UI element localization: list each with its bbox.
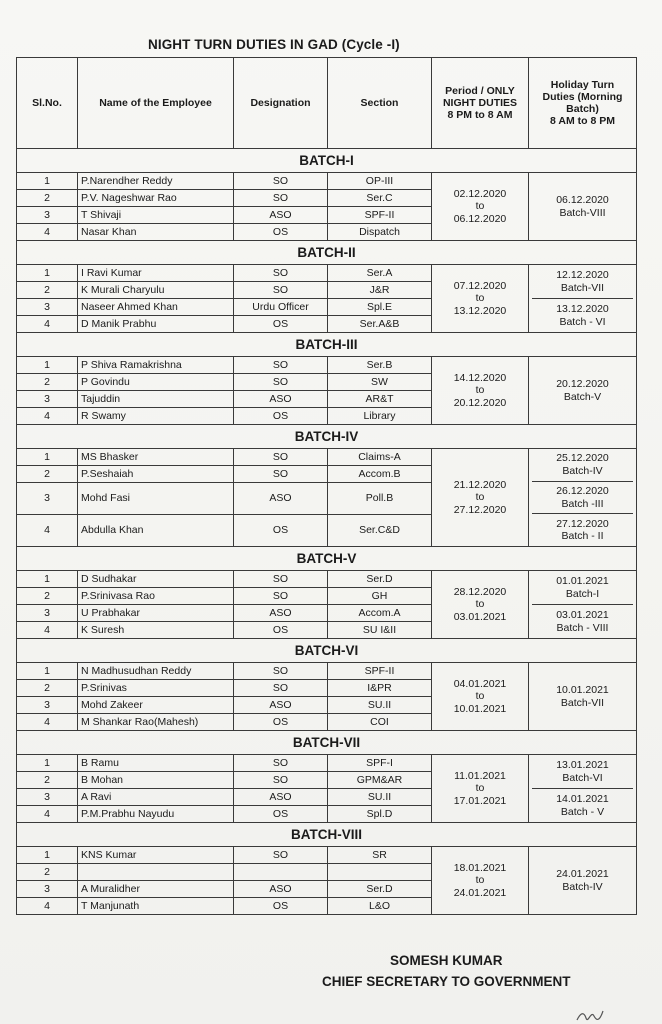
row-slno: 3 [17,483,78,515]
period-line: 03.01.2021 [453,610,507,623]
row-employee-name: Mohd Fasi [78,483,234,515]
row-section: Ser.C [328,190,432,207]
row-section: COI [328,714,432,731]
row-section: AR&T [328,391,432,408]
row-slno: 3 [17,391,78,408]
signature-mark [575,1008,605,1022]
row-designation: OS [234,224,328,241]
period-line: to [475,598,485,611]
row-slno: 3 [17,789,78,806]
holiday-line: Batch-IV [562,880,603,893]
row-section: Ser.D [328,881,432,898]
period-line: 28.12.2020 [453,586,507,599]
row-section: SW [328,374,432,391]
period-line: 24.01.2021 [453,886,507,899]
row-designation: SO [234,374,328,391]
row-designation: OS [234,898,328,915]
holiday-line: 13.01.2021 [556,758,609,771]
batch-period [432,755,529,823]
row-slno: 4 [17,408,78,425]
row-section: SU I&II [328,622,432,639]
holiday-line: 06.12.2020 [556,194,609,207]
row-slno: 4 [17,224,78,241]
row-designation [234,864,328,881]
row-section: SPF-II [328,663,432,680]
row-designation: ASO [234,605,328,622]
row-section: Poll.B [328,483,432,515]
row-employee-name: P.M.Prabhu Nayudu [78,806,234,823]
row-designation: OS [234,316,328,333]
batch-header-row [17,333,637,357]
row-designation: ASO [234,789,328,806]
row-slno: 2 [17,588,78,605]
period-line: 10.01.2021 [453,702,507,715]
row-designation: SO [234,190,328,207]
row-employee-name: Abdulla Khan [78,515,234,547]
batch-holiday-duty [529,357,637,425]
row-employee-name: D Sudhakar [78,571,234,588]
batch-period [432,663,529,731]
holiday-line: Batch-V [563,390,602,403]
holiday-split-box [532,571,633,638]
row-employee-name: MS Bhasker [78,449,234,466]
batch-title: BATCH-V [17,547,637,571]
row-designation: SO [234,282,328,299]
holiday-entry [532,755,633,789]
row-designation: SO [234,663,328,680]
holiday-line: Batch -III [561,497,604,510]
batch-period [432,847,529,915]
signatory-name: SOMESH KUMAR [390,953,503,968]
row-designation: SO [234,265,328,282]
row-designation: SO [234,680,328,697]
row-section: Ser.B [328,357,432,374]
row-section: OP-III [328,173,432,190]
holiday-line: Batch - II [561,530,604,543]
row-designation: ASO [234,483,328,515]
batch-title: BATCH-I [17,149,637,173]
row-slno: 1 [17,847,78,864]
batch-header-row [17,547,637,571]
row-employee-name: Naseer Ahmed Khan [78,299,234,316]
row-slno: 2 [17,864,78,881]
batch-period [432,449,529,547]
row-designation: SO [234,588,328,605]
row-slno: 2 [17,680,78,697]
row-section: Claims-A [328,449,432,466]
row-employee-name: P.Srinivas [78,680,234,697]
row-slno: 3 [17,605,78,622]
holiday-line: Batch-VI [562,771,603,784]
row-slno: 1 [17,173,78,190]
row-section: Dispatch [328,224,432,241]
holiday-line: 13.12.2020 [556,302,609,315]
row-designation: OS [234,515,328,547]
signatory-designation: CHIEF SECRETARY TO GOVERNMENT [322,974,571,989]
batch-header-row [17,639,637,663]
row-slno: 1 [17,357,78,374]
row-designation: SO [234,755,328,772]
holiday-entry [532,571,633,605]
row-employee-name: T Shivaji [78,207,234,224]
row-employee-name [78,864,234,881]
holiday-line: Batch-VII [560,281,605,294]
holiday-split-box [532,755,633,822]
row-slno: 1 [17,663,78,680]
row-section: Library [328,408,432,425]
header-period-line: Period / ONLY [445,84,515,97]
batch-header-row [17,241,637,265]
period-line: 14.12.2020 [453,372,507,385]
row-slno: 1 [17,755,78,772]
row-slno: 1 [17,449,78,466]
row-employee-name: P Govindu [78,374,234,391]
row-designation: ASO [234,881,328,898]
batch-holiday-duty [529,265,637,333]
row-designation: SO [234,357,328,374]
batch-period [432,357,529,425]
holiday-entry [532,265,633,299]
row-designation: OS [234,622,328,639]
row-slno: 2 [17,466,78,483]
row-section: SU.II [328,697,432,714]
holiday-line: Batch-VII [560,696,605,709]
batch-holiday-duty [529,571,637,639]
row-section: Accom.B [328,466,432,483]
period-line: 27.12.2020 [453,503,507,516]
row-slno: 4 [17,515,78,547]
row-employee-name: P.Srinivasa Rao [78,588,234,605]
row-employee-name: A Ravi [78,789,234,806]
row-section: Spl.E [328,299,432,316]
row-slno: 3 [17,697,78,714]
period-line: 13.12.2020 [453,304,507,317]
holiday-line: 14.01.2021 [556,792,609,805]
holiday-line: 25.12.2020 [556,452,609,465]
document-title: NIGHT TURN DUTIES IN GAD (Cycle -I) [148,37,400,52]
holiday-entry [532,482,633,515]
row-section: GH [328,588,432,605]
row-section: GPM&AR [328,772,432,789]
duty-table-body [17,149,637,915]
period-line: to [475,690,485,703]
holiday-entry [532,514,633,546]
row-designation: OS [234,714,328,731]
row-employee-name: K Suresh [78,622,234,639]
row-designation: ASO [234,207,328,224]
row-employee-name: P.Seshaiah [78,466,234,483]
period-line: 20.12.2020 [453,396,507,409]
holiday-entry [532,789,633,822]
period-line: 17.01.2021 [453,794,507,807]
batch-header-row [17,731,637,755]
holiday-line: Batch - V [560,805,605,818]
row-slno: 1 [17,265,78,282]
holiday-entry [532,449,633,482]
table-row [17,847,637,864]
period-line: to [475,200,485,213]
row-employee-name: A Muralidher [78,881,234,898]
holiday-line: Batch-IV [562,464,603,477]
holiday-line: 12.12.2020 [556,268,609,281]
row-slno: 3 [17,207,78,224]
batch-title: BATCH-II [17,241,637,265]
row-slno: 4 [17,714,78,731]
period-line: to [475,782,485,795]
table-row [17,755,637,772]
batch-holiday-duty [529,663,637,731]
table-header-row [17,58,637,149]
row-employee-name: K Murali Charyulu [78,282,234,299]
row-designation: SO [234,847,328,864]
row-employee-name: T Manjunath [78,898,234,915]
holiday-entry [532,605,633,638]
batch-header-row [17,823,637,847]
row-employee-name: P Shiva Ramakrishna [78,357,234,374]
holiday-line: 01.01.2021 [556,574,609,587]
holiday-line: Batch-VIII [559,206,606,219]
row-slno: 1 [17,571,78,588]
row-employee-name: M Shankar Rao(Mahesh) [78,714,234,731]
table-row [17,663,637,680]
batch-period [432,265,529,333]
row-designation: Urdu Officer [234,299,328,316]
row-slno: 2 [17,374,78,391]
holiday-entry [532,299,633,332]
row-designation: SO [234,449,328,466]
batch-holiday-duty [529,173,637,241]
period-line: 21.12.2020 [453,479,507,492]
row-slno: 2 [17,282,78,299]
row-designation: SO [234,173,328,190]
batch-header-row [17,149,637,173]
table-row [17,449,637,466]
header-holiday-line: Batch) [566,103,599,115]
batch-title: BATCH-VI [17,639,637,663]
batch-title: BATCH-IV [17,425,637,449]
row-designation: ASO [234,391,328,408]
period-line: 07.12.2020 [453,280,507,293]
table-row [17,357,637,374]
row-designation: ASO [234,697,328,714]
batch-header-row [17,425,637,449]
table-row [17,571,637,588]
row-section [328,864,432,881]
row-section: SU.II [328,789,432,806]
header-name: Name of the Employee [78,58,234,149]
batch-holiday-duty [529,449,637,547]
holiday-line: 27.12.2020 [556,517,609,530]
row-employee-name: KNS Kumar [78,847,234,864]
batch-holiday-duty [529,847,637,915]
header-holiday-line: Holiday Turn [550,78,615,91]
row-employee-name: Nasar Khan [78,224,234,241]
row-designation: SO [234,571,328,588]
row-section: SPF-I [328,755,432,772]
header-period-line: 8 PM to 8 AM [447,109,513,122]
row-employee-name: Tajuddin [78,391,234,408]
batch-title: BATCH-VIII [17,823,637,847]
row-slno: 3 [17,299,78,316]
batch-period [432,571,529,639]
period-line: to [475,874,485,887]
header-holiday-line: Duties (Morning [542,90,623,103]
holiday-line: 20.12.2020 [556,378,609,391]
row-section: Ser.C&D [328,515,432,547]
period-line: 06.12.2020 [453,212,507,225]
row-employee-name: R Swamy [78,408,234,425]
holiday-line: Batch - VIII [556,621,609,634]
row-slno: 4 [17,316,78,333]
period-line: to [475,491,485,504]
period-line: 11.01.2021 [454,770,506,783]
row-employee-name: U Prabhakar [78,605,234,622]
row-employee-name: B Mohan [78,772,234,789]
table-row [17,265,637,282]
row-section: Spl.D [328,806,432,823]
row-section: SR [328,847,432,864]
batch-title: BATCH-III [17,333,637,357]
period-line: 02.12.2020 [453,188,507,201]
row-employee-name: B Ramu [78,755,234,772]
holiday-split-box [532,449,633,546]
row-slno: 4 [17,898,78,915]
header-slno: Sl.No. [17,58,78,149]
period-line: to [475,292,485,305]
row-employee-name: D Manik Prabhu [78,316,234,333]
holiday-line: Batch - VI [559,315,606,328]
holiday-split-box [532,265,633,332]
period-line: 18.01.2021 [453,862,507,875]
row-section: L&O [328,898,432,915]
row-slno: 4 [17,622,78,639]
period-line: to [475,384,485,397]
row-section: Ser.D [328,571,432,588]
row-section: J&R [328,282,432,299]
header-holiday [529,58,637,149]
row-section: Ser.A&B [328,316,432,333]
row-slno: 2 [17,772,78,789]
header-period-line: NIGHT DUTIES [442,96,518,109]
row-section: Ser.A [328,265,432,282]
row-designation: OS [234,806,328,823]
holiday-line: 24.01.2021 [556,868,609,881]
holiday-line: 03.01.2021 [556,608,609,621]
header-section: Section [328,58,432,149]
row-employee-name: P.Narendher Reddy [78,173,234,190]
row-employee-name: P.V. Nageshwar Rao [78,190,234,207]
row-employee-name: N Madhusudhan Reddy [78,663,234,680]
duty-table [16,57,637,915]
batch-title: BATCH-VII [17,731,637,755]
table-row [17,173,637,190]
holiday-line: 26.12.2020 [556,484,609,497]
period-line: 04.01.2021 [453,678,507,691]
row-employee-name: I Ravi Kumar [78,265,234,282]
row-designation: OS [234,408,328,425]
header-holiday-line: 8 AM to 8 PM [550,115,615,128]
row-slno: 3 [17,881,78,898]
header-period [432,58,529,149]
holiday-line: Batch-I [565,587,600,600]
row-section: SPF-II [328,207,432,224]
header-designation: Designation [234,58,328,149]
row-section: I&PR [328,680,432,697]
row-slno: 2 [17,190,78,207]
batch-holiday-duty [529,755,637,823]
row-employee-name: Mohd Zakeer [78,697,234,714]
batch-period [432,173,529,241]
row-designation: SO [234,772,328,789]
row-section: Accom.A [328,605,432,622]
row-slno: 4 [17,806,78,823]
row-designation: SO [234,466,328,483]
holiday-line: 10.01.2021 [556,684,609,697]
